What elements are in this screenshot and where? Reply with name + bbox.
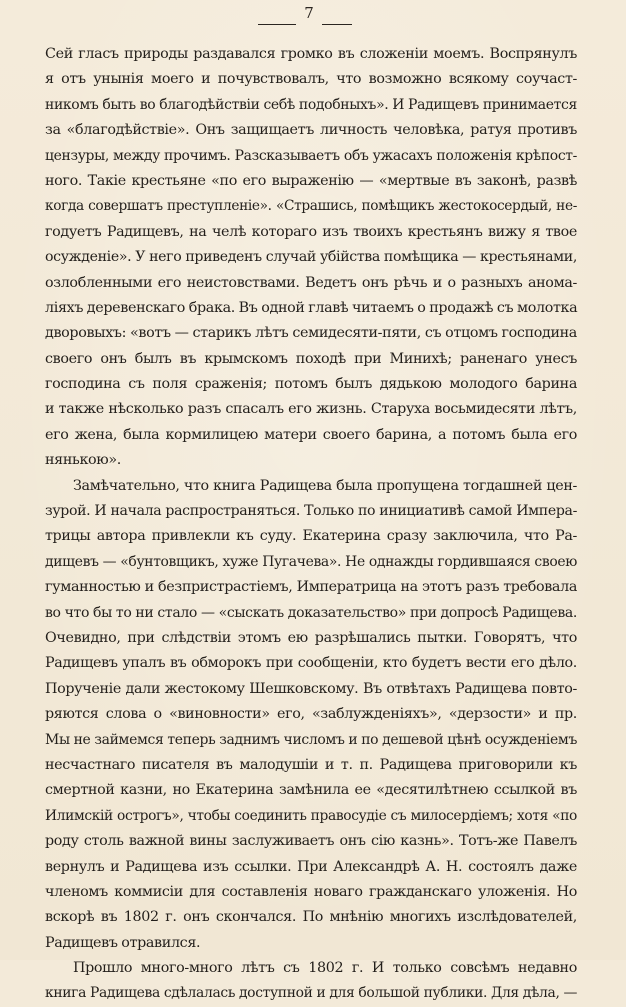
text-line: ного. Такiе крестьяне «по его выраженiю — «мертвые въ законѣ, развѣ	[45, 172, 577, 189]
text-line: Замѣчательно, что книга Радищева была пропущена тогдашней цен-	[73, 477, 577, 494]
text-line: господина съ поля сраженiя; потомъ былъ дядькою молодого барина	[45, 376, 577, 393]
text-line: во что бы то ни стало — «сыскать доказательство» при допросѣ Радищева.	[45, 604, 577, 621]
text-line: гуманностью и безпристрастiемъ, Императрица на этотъ разъ требовала	[45, 579, 577, 596]
text-line: ряются слова о «виновности» его, «заблужденiяхъ», «дерзости» и пр.	[45, 706, 577, 723]
text-line: членомъ коммисiи для составленiя новаго гражданскаго уложенiя. Но	[45, 883, 577, 900]
text-line: вскорѣ въ 1802 г. онъ скончался. По мнѣнiю многихъ изслѣдователей,	[45, 909, 577, 926]
text-line: никомъ быть во благодѣйствiи себѣ подобныхъ». И Радищевъ принимается	[45, 96, 577, 113]
text-line: Радищевъ упалъ въ обморокъ при сообщенiи, кто будетъ вести его дѣло.	[45, 655, 577, 672]
text-line: роду столь важной вины заслуживаетъ онъ сiю казнь». Тотъ-же Павелъ	[45, 833, 577, 850]
header-rule-left	[258, 24, 296, 25]
text-line: Очевидно, при слѣдствiи этомъ ею разрѣшались пытки. Говорятъ, что	[45, 629, 577, 646]
text-line: Илимскiй острогъ», чтобы соединить правосудiе съ милосердiемъ; хотя «по	[45, 807, 577, 824]
text-line: лiяхъ деревенскаго брака. Въ одной главѣ читаемъ о продажѣ съ молотка	[45, 299, 578, 316]
text-line: осужденiе». У него приведенъ случай убiйства помѣщика — крестьянами,	[45, 249, 577, 266]
text-line: Прошло много-много лѣтъ съ 1802 г. И только совсѣмъ недавно	[73, 960, 577, 977]
page-header	[0, 4, 626, 34]
text-line: дищевъ — «бунтовщикъ, хуже Пугачева». Не однажды гордившаяся своею	[45, 553, 577, 570]
text-line: книга Радищева сдѣлалась доступной и для большой публики. Для дѣла, —	[45, 985, 577, 1002]
text-line: годуетъ Радищевъ, на челѣ котораго изъ твоихъ крестьянъ вижу я твое	[45, 223, 577, 240]
text-line: Мы не займемся теперь заднимъ числомъ и по дешевой цѣнѣ осужденiемъ	[45, 731, 577, 748]
text-line: когда совершатъ преступленiе». «Страшись, помѣщикъ жестокосердый, не-	[45, 198, 577, 215]
text-line: зурой. И начала распространяться. Только по инициативѣ самой Импера-	[45, 503, 577, 520]
text-line: трицы автора привлекли къ суду. Екатерина сразу заключила, что Ра-	[45, 528, 577, 545]
text-line: Сей гласъ природы раздавался громко въ сложенiи моемъ. Воспрянулъ	[45, 46, 577, 62]
text-line: нянькою».	[45, 452, 121, 469]
header-rule-right	[322, 24, 352, 25]
text-line: его жена, была кормилицею матери своего барина, а потомъ была его	[45, 426, 577, 443]
text-line: смертной казни, но Екатерина замѣнила ее «десятилѣтнею ссылкой въ	[45, 782, 577, 799]
text-line: несчастнаго писателя въ малодушiи и т. п. Радищева приговорили къ	[45, 756, 577, 773]
text-line: своего онъ былъ въ крымскомъ походѣ при Минихѣ; раненаго унесъ	[45, 350, 577, 367]
page-number: 7	[304, 4, 314, 22]
text-line: дворовыхъ: «вотъ — старикъ лѣтъ семидесяти-пяти, съ отцомъ господина	[45, 325, 577, 342]
text-line: озлобленными его неистовствами. Ведетъ онъ рѣчь и о разныхъ анома-	[45, 274, 577, 291]
text-line: за «благодѣйствiе». Онъ защищаетъ личность человѣка, ратуя противъ	[45, 122, 577, 139]
text-line: вернулъ и Радищева изъ ссылки. При Александрѣ А. Н. состоялъ даже	[45, 858, 577, 875]
text-line: Порученiе дали жестокому Шешковскому. Въ отвѣтахъ Радищева повто-	[45, 680, 577, 697]
text-line: и также нѣсколько разъ спасалъ его жизнь. Старуха восьмидесяти лѣтъ,	[45, 401, 577, 418]
text-line: я отъ унынiя моего и почувствовалъ, что возможно всякому соучаст-	[45, 71, 577, 88]
body-text	[45, 42, 577, 1007]
text-line: цензуры, между прочимъ. Разсказываетъ объ ужасахъ положенiя крѣпост-	[45, 147, 577, 164]
text-line: Радищевъ отравился.	[45, 934, 201, 951]
